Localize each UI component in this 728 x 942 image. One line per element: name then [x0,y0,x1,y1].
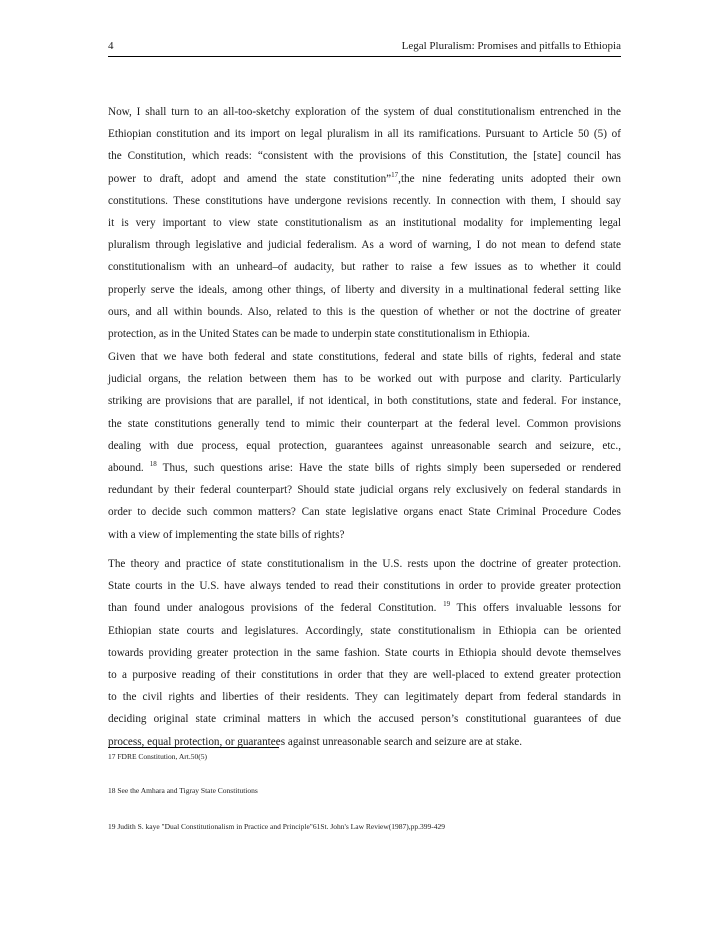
text-line: to the civil rights and liberties of their residents. They can legitimately depart from federal standards in [108,691,621,704]
footnote: 17 FDRE Constitution, Art.50(5) [108,752,207,761]
text-line: dealing with due process, equal protection, guarantees against unreasonable search and seizure, etc., [108,439,621,452]
text-line: striking are provisions that are parallel, if not identical, in both constitutions, state and federal. For instance, [108,395,621,408]
text-line [108,457,621,479]
text-line: The theory and practice of state constitutionalism in the U.S. rests upon the doctrine of greater protection. [108,558,621,570]
text-segment: Thus, such questions arise: Have the state bills of rights simply been superseded or rendered [156,461,622,474]
text-line: with a view of implementing the state bills of rights? [108,528,345,541]
body-paragraph [108,101,621,345]
running-title: Legal Pluralism: Promises and pitfalls to Ethiopia [401,40,621,52]
footnote-marker[interactable]: 19 [443,600,451,609]
text-segment: than found under analogous provisions of the federal Constitution. [108,602,444,615]
text-line: deciding original state criminal matters in which the accused person’s constitutional guarantees of due [108,713,621,726]
text-line: ours, and all within bounds. Also, related to this is the question of whether or not the doctrine of greater [108,305,621,318]
text-line: process, equal protection, or guarantees against unreasonable search and seizure are at stake. [108,735,523,748]
header-rule [108,56,621,57]
body-paragraph [108,346,621,546]
text-line: protection, as in the United States can be made to underpin state constitutionalism in Ethiopia. [108,327,530,340]
text-line: towards providing greater protection in the same fashion. State courts in Ethiopia should devote themselves [108,646,621,659]
text-line: order to decide such common matters? Can state legislative organs enact State Criminal Procedure Codes [108,506,621,519]
text-segment: abound. [108,461,150,474]
text-line: Ethiopian constitution and its import on legal pluralism in all its ramifications. Pursuant to Article 50 (5) of [108,128,621,141]
text-segment: This offers invaluable lessons for [450,602,621,615]
text-line: State courts in the U.S. have always tended to read their constitutions in order to provide greater protection [108,580,621,593]
text-line: it is very important to view state constitutionalism as an institutional modality for implementing legal [108,216,621,229]
text-line: constitutionalism with an unheard–of audacity, but rather to raise a few issues as to whether it could [108,261,621,274]
text-line [108,168,621,190]
text-segment: power to draft, adopt and amend the state constitution” [108,172,392,185]
text-line: constitutions. These constitutions have undergone revisions recently. In connection with them, I should say [108,194,621,207]
text-line: properly serve the ideals, among other things, of liberty and diversity in a multinational federal setting like [108,283,621,296]
text-line: Ethiopian state courts and legislatures. Accordingly, state constitutionalism in Ethiopia can be oriented [108,624,621,637]
footnote-rule [108,747,279,748]
footnote-marker[interactable]: 18 [149,459,157,468]
text-line: the state constitutions generally tend to mimic their counterpart at the federal level. Common provisions [108,417,621,430]
text-line: Given that we have both federal and state constitutions, federal and state bills of rights, federal and state [108,351,621,363]
text-segment: ,the nine federating units adopted their own [398,172,622,185]
footnote: 18 See the Amhara and Tigray State Constitutions [108,786,258,795]
text-line [108,597,621,619]
footnote-marker[interactable]: 17 [391,170,399,179]
text-line: pluralism through legislative and judicial federalism. As a word of warning, I do not mean to defend state [108,239,621,252]
text-line: judicial organs, the relation between them has to be worked out with purpose and clarity. Particularly [108,373,621,386]
footnote: 19 Judith S. kaye "Dual Constitutionalism in Practice and Principle"61St. John's Law Review(1987),pp.399-429 [108,822,446,831]
body-paragraph [108,553,621,753]
text-line: Now, I shall turn to an all-too-sketchy exploration of the system of dual constitutionalism entrenched in the [108,106,621,118]
text-line: redundant by their federal counterpart? Should state judicial organs rely exclusively on federal standards in [108,484,621,497]
page-number: 4 [108,40,114,52]
text-line: the Constitution, which reads: “consistent with the provisions of this Constitution, the [state] council has [108,150,621,163]
text-line: to a purposive reading of their constitutions in order that they are well-placed to extend greater protection [108,668,621,681]
